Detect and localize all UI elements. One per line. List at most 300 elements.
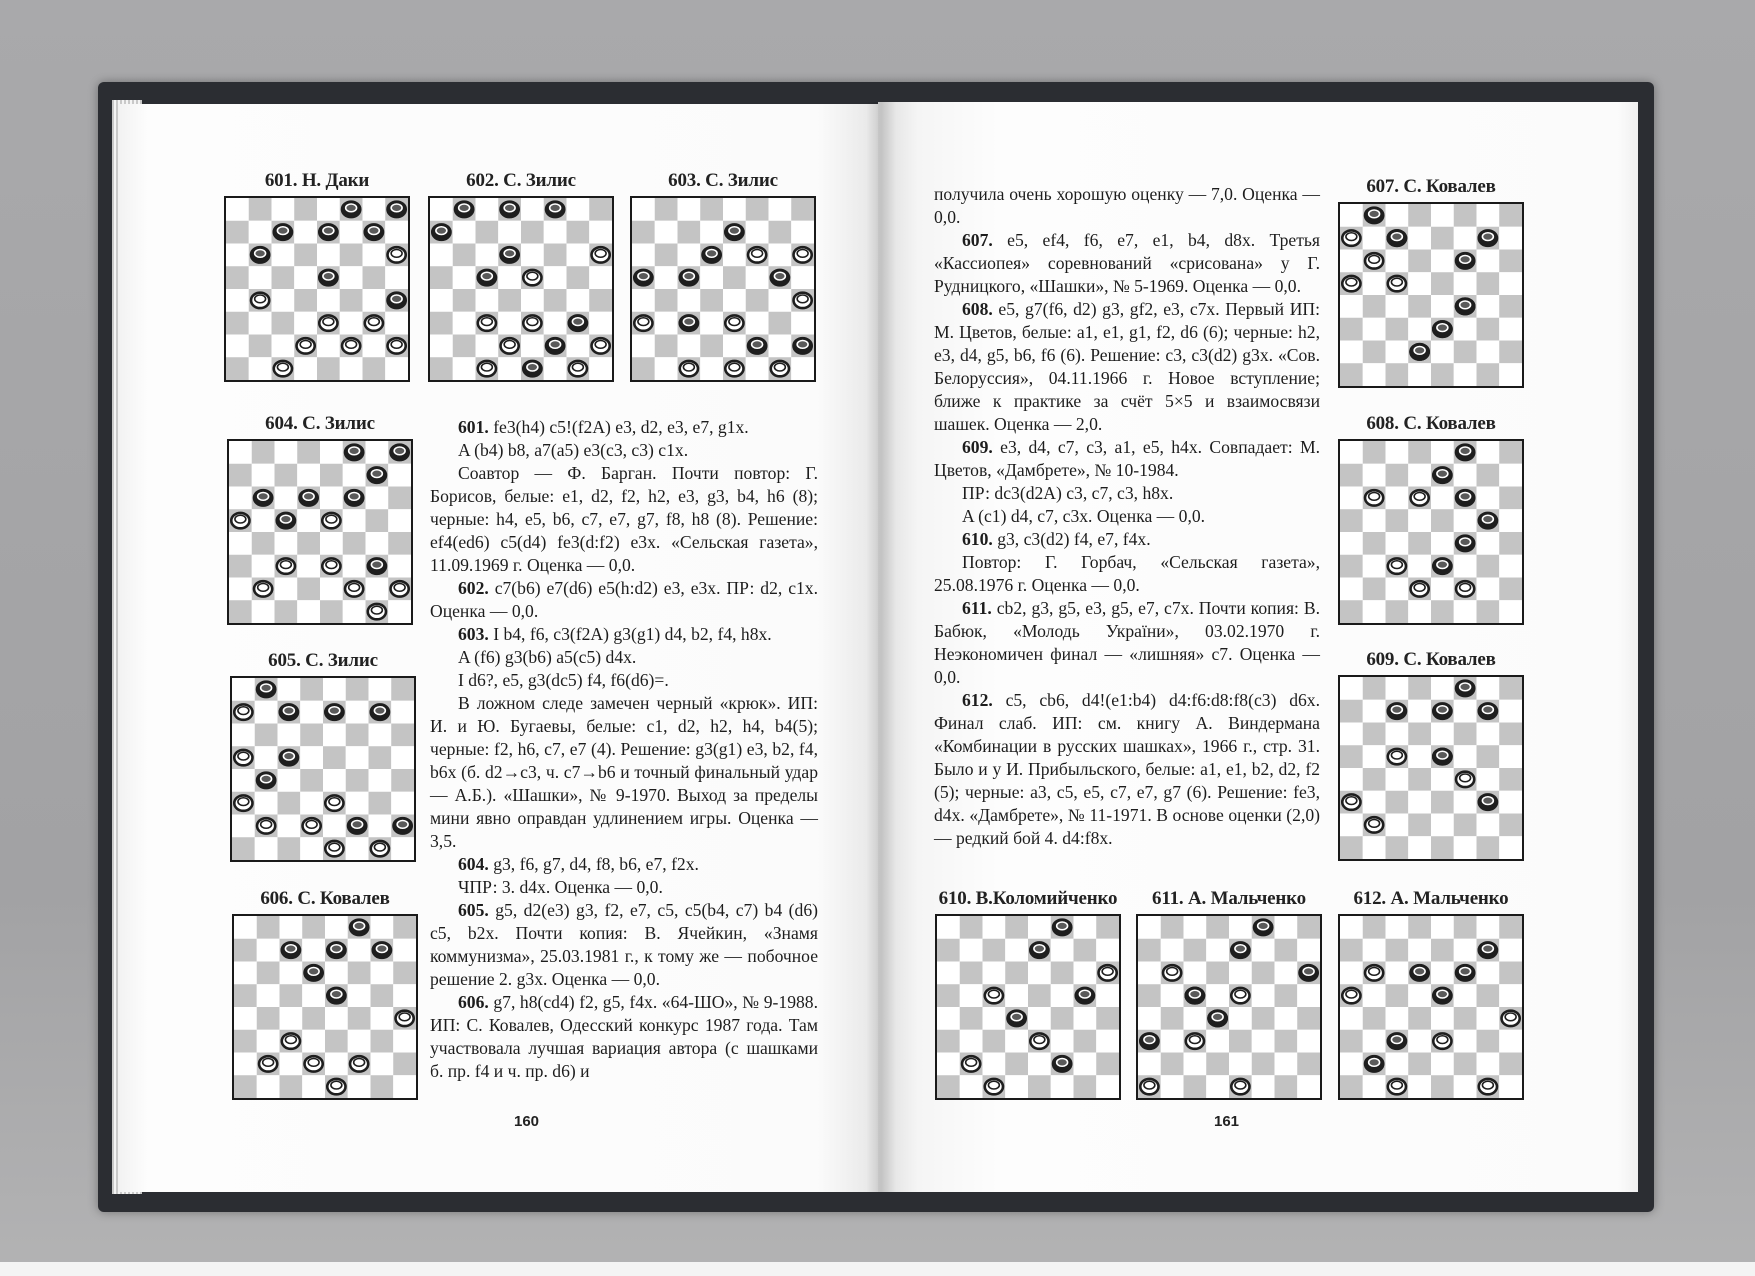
board-square <box>1454 555 1477 578</box>
board-square <box>1408 768 1431 791</box>
board-square <box>1206 984 1229 1007</box>
white-checker <box>794 293 812 308</box>
white-checker <box>725 315 743 330</box>
board-square <box>234 984 257 1007</box>
board-square <box>1340 600 1363 623</box>
puzzle-5 <box>230 650 416 864</box>
board-square <box>1386 836 1409 859</box>
board-square <box>589 357 612 380</box>
board-square <box>302 984 325 1007</box>
board-square <box>1499 532 1522 555</box>
board-square <box>1408 464 1431 487</box>
board-square <box>1408 1053 1431 1076</box>
board-square <box>393 916 416 939</box>
puzzle-11 <box>1136 888 1322 1102</box>
board-square <box>1206 1030 1229 1053</box>
board-square <box>1074 1053 1097 1076</box>
board-square <box>544 289 567 312</box>
board-square <box>1184 962 1207 985</box>
board-square <box>1431 1053 1454 1076</box>
black-checker <box>478 270 496 285</box>
white-checker <box>1342 988 1360 1003</box>
checkers-board <box>224 196 410 382</box>
board-square <box>589 312 612 335</box>
board-square <box>369 815 392 838</box>
board-square <box>678 289 701 312</box>
board-square <box>1340 1075 1363 1098</box>
board-square <box>1028 916 1051 939</box>
board-square <box>275 532 298 555</box>
text-paragraph <box>430 853 818 876</box>
board-square <box>393 939 416 962</box>
board-square <box>388 509 411 532</box>
board-square <box>1340 578 1363 601</box>
board-square <box>320 487 343 510</box>
text-paragraph <box>430 692 818 853</box>
board-square <box>1275 916 1298 939</box>
board-square <box>1454 204 1477 227</box>
board-square <box>1408 318 1431 341</box>
board-square <box>1454 464 1477 487</box>
board-square <box>1386 1007 1409 1030</box>
board-square <box>1408 1030 1431 1053</box>
black-checker <box>546 338 564 353</box>
board-square <box>937 1007 960 1030</box>
board-square <box>1005 939 1028 962</box>
board-square <box>232 769 255 792</box>
board-square <box>1184 1075 1207 1098</box>
board-square <box>1161 1053 1184 1076</box>
board-square <box>1431 204 1454 227</box>
black-checker <box>300 490 318 505</box>
board-square <box>1454 1007 1477 1030</box>
board-square <box>234 1030 257 1053</box>
board-square <box>937 916 960 939</box>
board-square <box>1005 984 1028 1007</box>
board-square <box>1408 700 1431 723</box>
board-square <box>234 1075 257 1098</box>
board-square <box>960 916 983 939</box>
black-checker <box>1008 1011 1026 1026</box>
board-square <box>294 221 317 244</box>
board-square <box>348 1075 371 1098</box>
board-square <box>1386 677 1409 700</box>
board-square <box>632 198 655 221</box>
black-checker <box>274 224 292 239</box>
board-square <box>1363 318 1386 341</box>
board-square <box>340 221 363 244</box>
board-square <box>255 837 278 860</box>
board-square <box>1275 1030 1298 1053</box>
puzzle-title: 604. С. Зилис <box>265 413 375 434</box>
board-square <box>249 335 272 358</box>
board-square <box>1096 1030 1119 1053</box>
board-square <box>1499 836 1522 859</box>
board-square <box>317 244 340 267</box>
board-square <box>1005 1075 1028 1098</box>
board-square <box>746 312 769 335</box>
board-square <box>1252 1007 1275 1030</box>
board-square <box>544 357 567 380</box>
board-square <box>272 335 295 358</box>
text-paragraph <box>430 577 818 623</box>
board-square <box>1477 464 1500 487</box>
board-square <box>567 244 590 267</box>
board-square <box>1184 916 1207 939</box>
board-square <box>1499 204 1522 227</box>
black-checker <box>1479 703 1497 718</box>
board-square <box>325 962 348 985</box>
board-square <box>1431 272 1454 295</box>
white-checker <box>234 750 252 765</box>
board-square <box>1431 363 1454 386</box>
board-square <box>1477 250 1500 273</box>
board-square <box>453 335 476 358</box>
board-square <box>1297 984 1320 1007</box>
board-square <box>297 555 320 578</box>
board-square <box>1340 700 1363 723</box>
board-square <box>226 312 249 335</box>
board-square <box>278 792 301 815</box>
board-square <box>1096 1007 1119 1030</box>
board-square <box>498 289 521 312</box>
board-square <box>723 198 746 221</box>
black-checker <box>1053 1056 1071 1071</box>
board-square <box>655 266 678 289</box>
puzzle-10 <box>935 888 1121 1102</box>
board-square <box>1386 341 1409 364</box>
board-square <box>960 939 983 962</box>
board-square <box>366 441 389 464</box>
white-checker <box>325 841 343 856</box>
board-square <box>746 266 769 289</box>
board-square <box>369 792 392 815</box>
board-square <box>1028 1075 1051 1098</box>
board-square <box>234 1053 257 1076</box>
white-checker <box>1388 1079 1406 1094</box>
board-square <box>1386 464 1409 487</box>
solution-number: 611. <box>962 598 992 618</box>
white-checker <box>1342 230 1360 245</box>
board-square <box>363 289 386 312</box>
white-checker <box>592 247 610 262</box>
checkers-board <box>935 914 1121 1100</box>
board-square <box>1408 1007 1431 1030</box>
board-square <box>791 357 814 380</box>
board-square <box>1363 916 1386 939</box>
board-square <box>791 198 814 221</box>
text-paragraph <box>934 689 1320 850</box>
board-square <box>700 335 723 358</box>
board-square <box>340 357 363 380</box>
board-square <box>323 678 346 701</box>
board-square <box>252 532 275 555</box>
board-square <box>544 221 567 244</box>
board-square <box>1184 1007 1207 1030</box>
board-square <box>232 815 255 838</box>
board-square <box>1454 341 1477 364</box>
white-checker <box>1456 772 1474 787</box>
black-checker <box>391 445 409 460</box>
black-checker <box>257 682 275 697</box>
board-square <box>346 837 369 860</box>
white-checker <box>234 704 252 719</box>
board-square <box>960 1007 983 1030</box>
black-checker <box>1388 230 1406 245</box>
board-square <box>1340 487 1363 510</box>
black-checker <box>280 704 298 719</box>
board-square <box>589 221 612 244</box>
board-square <box>252 600 275 623</box>
board-square <box>632 244 655 267</box>
board-square <box>589 289 612 312</box>
solution-number: 607. <box>962 230 993 250</box>
board-square <box>1363 341 1386 364</box>
board-square <box>1431 487 1454 510</box>
black-checker <box>319 270 337 285</box>
board-square <box>1477 272 1500 295</box>
board-square <box>302 1030 325 1053</box>
board-square <box>1340 1053 1363 1076</box>
text-paragraph <box>430 876 818 899</box>
board-square <box>1340 1007 1363 1030</box>
board-square <box>1138 962 1161 985</box>
board-square <box>226 244 249 267</box>
board-square <box>655 335 678 358</box>
board-square <box>430 312 453 335</box>
board-square <box>1408 916 1431 939</box>
black-checker <box>1388 703 1406 718</box>
board-square <box>272 312 295 335</box>
board-square <box>453 289 476 312</box>
board-square <box>1363 509 1386 532</box>
checkers-board <box>428 196 614 382</box>
board-square <box>278 678 301 701</box>
text-paragraph <box>430 899 818 991</box>
white-checker <box>391 581 409 596</box>
board-square <box>632 335 655 358</box>
board-square <box>1408 814 1431 837</box>
board-square <box>1386 441 1409 464</box>
board-square <box>226 289 249 312</box>
board-square <box>1386 363 1409 386</box>
board-square <box>320 441 343 464</box>
board-square <box>1477 341 1500 364</box>
board-square <box>234 962 257 985</box>
black-checker <box>703 247 721 262</box>
white-checker <box>1365 490 1383 505</box>
solution-number: 609. <box>962 437 993 457</box>
solution-text: Соавтор — Ф. Барган. Почти повтор: Г. Борисов, белые: e1, d2, f2, h2, e3, g3, b4, h6 (8); черные: h4, e5, b6, c7, e7, g7, f8, h8 (8). Решение: ef4(ed6) c5(d4) fe3(d:f2) e3x. «Сельская газета», 11.09.1969 г. Оценка — 0,0. <box>430 463 818 575</box>
board-square <box>1096 916 1119 939</box>
puzzle-title: 607. С. Ковалев <box>1366 176 1496 197</box>
board-square <box>391 837 414 860</box>
board-square <box>1499 600 1522 623</box>
board-square <box>226 335 249 358</box>
black-checker <box>365 224 383 239</box>
board-square <box>363 357 386 380</box>
board-square <box>1431 916 1454 939</box>
black-checker <box>1209 1011 1227 1026</box>
board-square <box>255 792 278 815</box>
text-paragraph <box>934 505 1320 528</box>
solution-text: cb2, g3, g5, e3, g5, e7, c7x. Почти копия: В. Бабюк, «Молодь України», 03.02.1970 г. Неэкономичен финал — «лишняя» c7. Оценка — 0,0. <box>934 598 1320 687</box>
board-square <box>229 487 252 510</box>
board-square <box>1074 916 1097 939</box>
black-checker <box>1433 703 1451 718</box>
board-square <box>1275 1053 1298 1076</box>
board-square <box>655 357 678 380</box>
board-square <box>1340 341 1363 364</box>
white-checker <box>297 338 315 353</box>
board-square <box>655 312 678 335</box>
board-square <box>1051 1030 1074 1053</box>
board-square <box>1252 1053 1275 1076</box>
board-square <box>983 1030 1006 1053</box>
board-square <box>302 916 325 939</box>
white-checker <box>985 988 1003 1003</box>
board-square <box>589 198 612 221</box>
board-square <box>300 769 323 792</box>
black-checker <box>501 247 519 262</box>
black-checker <box>254 490 272 505</box>
board-square <box>1340 723 1363 746</box>
board-square <box>257 939 280 962</box>
board-square <box>257 1007 280 1030</box>
board-square <box>1431 962 1454 985</box>
board-square <box>1477 984 1500 1007</box>
board-square <box>1499 677 1522 700</box>
board-square <box>1275 984 1298 1007</box>
board-square <box>453 244 476 267</box>
board-square <box>1386 532 1409 555</box>
board-square <box>1454 1030 1477 1053</box>
board-square <box>371 984 394 1007</box>
board-square <box>385 312 408 335</box>
board-square <box>1499 464 1522 487</box>
board-square <box>346 746 369 769</box>
puzzle-title: 601. Н. Даки <box>264 170 370 191</box>
white-checker <box>327 1079 345 1094</box>
board-square <box>1386 318 1409 341</box>
board-square <box>302 939 325 962</box>
board-square <box>232 678 255 701</box>
puzzle-6 <box>232 888 418 1102</box>
black-checker <box>569 315 587 330</box>
board-square <box>498 357 521 380</box>
board-square <box>1340 318 1363 341</box>
board-square <box>1499 487 1522 510</box>
board-square <box>272 198 295 221</box>
white-checker <box>325 795 343 810</box>
text-paragraph <box>934 298 1320 436</box>
checkers-board <box>1338 914 1524 1100</box>
text-paragraph <box>430 416 818 439</box>
black-checker <box>1433 558 1451 573</box>
white-checker <box>1365 965 1383 980</box>
board-square <box>1363 984 1386 1007</box>
white-checker <box>523 270 541 285</box>
board-square <box>1408 791 1431 814</box>
black-checker <box>348 818 366 833</box>
board-square <box>1386 768 1409 791</box>
board-square <box>1028 962 1051 985</box>
black-checker <box>455 202 473 217</box>
board-square <box>1206 1053 1229 1076</box>
board-square <box>1363 745 1386 768</box>
board-square <box>1477 1007 1500 1030</box>
board-square <box>1499 768 1522 791</box>
checkers-board <box>1136 914 1322 1100</box>
black-checker <box>1456 681 1474 696</box>
board-square <box>430 289 453 312</box>
board-square <box>589 266 612 289</box>
solution-text: Повтор: Г. Горбач, «Сельская газета», 25.08.1976 г. Оценка — 0,0. <box>934 552 1320 595</box>
board-square <box>476 244 499 267</box>
board-square <box>371 1053 394 1076</box>
board-square <box>498 312 521 335</box>
board-square <box>1363 600 1386 623</box>
board-square <box>1340 836 1363 859</box>
board-square <box>1096 984 1119 1007</box>
checkers-board <box>232 914 418 1100</box>
board-square <box>1363 1075 1386 1098</box>
board-square <box>1499 555 1522 578</box>
board-square <box>272 289 295 312</box>
black-checker <box>1411 344 1429 359</box>
board-square <box>1454 939 1477 962</box>
board-square <box>769 244 792 267</box>
board-square <box>498 266 521 289</box>
board-square <box>746 289 769 312</box>
board-square <box>366 487 389 510</box>
board-square <box>1340 768 1363 791</box>
board-square <box>1477 441 1500 464</box>
board-square <box>278 815 301 838</box>
board-square <box>1297 939 1320 962</box>
board-square <box>340 289 363 312</box>
white-checker <box>305 1056 323 1071</box>
board-square <box>521 335 544 358</box>
board-square <box>226 198 249 221</box>
board-square <box>1386 1053 1409 1076</box>
board-square <box>391 792 414 815</box>
solution-text: A (f6) g3(b6) a5(c5) d4x. <box>458 647 637 667</box>
board-square <box>1408 939 1431 962</box>
board-square <box>385 221 408 244</box>
board-square <box>1386 600 1409 623</box>
board-square <box>278 769 301 792</box>
scanner-bottom-strip <box>0 1262 1755 1276</box>
board-square <box>343 532 366 555</box>
board-square <box>430 335 453 358</box>
white-checker <box>1365 817 1383 832</box>
board-square <box>1275 962 1298 985</box>
board-square <box>280 916 303 939</box>
white-checker <box>257 818 275 833</box>
white-checker <box>322 513 340 528</box>
black-checker <box>251 247 269 262</box>
board-square <box>1229 1030 1252 1053</box>
board-square <box>1363 700 1386 723</box>
solution-text: A (c1) d4, c7, c3x. Оценка — 0,0. <box>962 506 1206 526</box>
solution-number: 603. <box>458 624 489 644</box>
board-square <box>1499 939 1522 962</box>
text-paragraph <box>934 183 1320 229</box>
board-square <box>1096 939 1119 962</box>
spine-shadow <box>866 102 896 1192</box>
solution-number: 608. <box>962 299 993 319</box>
